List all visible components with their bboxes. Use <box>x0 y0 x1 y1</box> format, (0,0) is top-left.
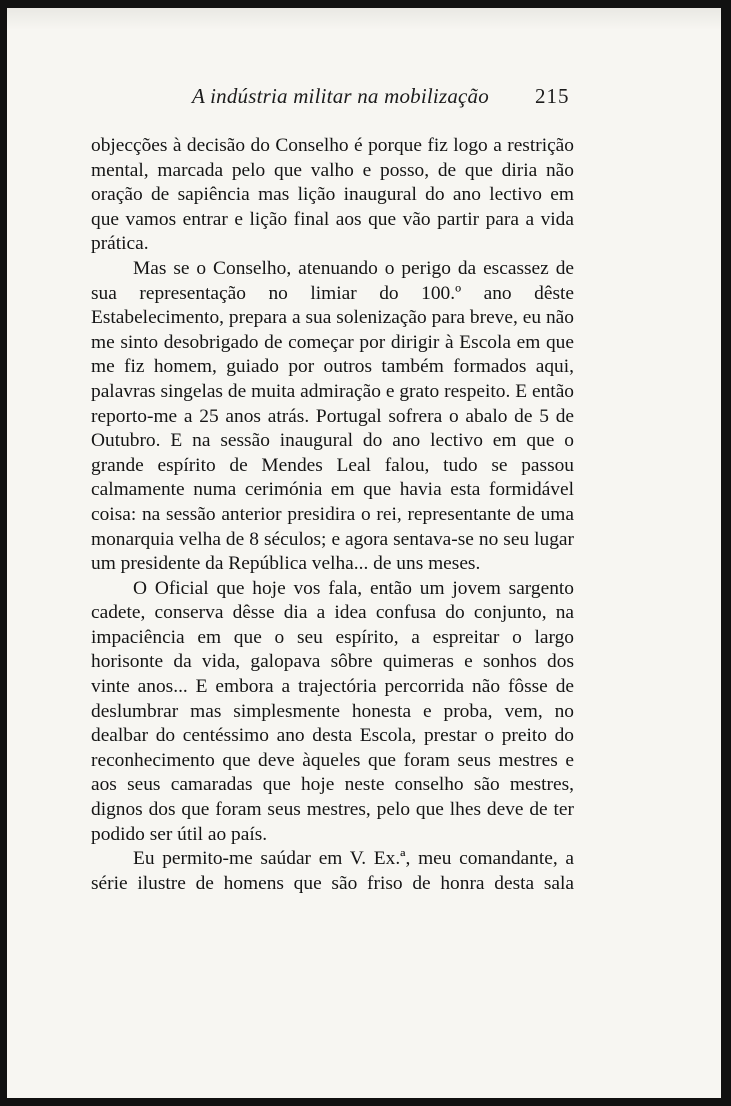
book-page <box>7 8 721 1098</box>
page-number: 215 <box>535 84 570 108</box>
running-header <box>7 84 721 114</box>
paragraph-2: Mas se o Conselho, atenuando o perigo da escassez de sua representação no limiar do 100.º ano dêste Estabelecimento, prepara a sua solenização para breve, eu não me sinto desobrigado de começar por dirigir à Escola em que me fiz homem, guiado por outros também formados aqui, palavras singelas de muita admiração e grato respeito. E então reporto-me a 25 anos atrás. Portugal sofrera o abalo de 5 de Outubro. E na sessão inaugural do ano lectivo em que o grande espírito de Mendes Leal falou, tudo se passou calmamente numa cerimónia em que havia esta formidável coisa: na sessão anterior presidira o rei, representante de uma monarquia velha de 8 séculos; e agora sentava-se no seu lugar um presidente da República velha... de uns meses. <box>91 257 574 575</box>
paragraph-4: Eu permito-me saúdar em V. Ex.ª, meu comandante, a série ilustre de homens que são friso de honra desta sala <box>91 848 574 894</box>
paragraph-1: objecções à decisão do Conselho é porque fiz logo a restrição mental, marcada pelo que valho e posso, de que diria não oração de sapiência mas lição inaugural do ano lectivo em que vamos entrar e lição final aos que vão partir para a vida prática. <box>91 135 574 255</box>
body-text <box>91 134 574 896</box>
running-title: A indústria militar na mobilização <box>192 84 489 108</box>
paragraph-3: O Oficial que hoje vos fala, então um jovem sargento cadete, conserva dêsse dia a idea confusa do conjunto, na impaciência em que o seu espírito, a espreitar o largo horisonte da vida, galopava sôbre quimeras e sonhos dos vinte anos... E embora a trajectória percorrida não fôsse de deslumbrar mas simplesmente honesta e proba, vem, no dealbar do centéssimo ano desta Escola, prestar o preito do reconhecimento que deve àqueles que foram seus mestres e aos seus camaradas que hoje neste conselho são mestres, dignos dos que foram seus mestres, pelo que lhes deve de ter podido ser útil ao país. <box>91 577 574 845</box>
